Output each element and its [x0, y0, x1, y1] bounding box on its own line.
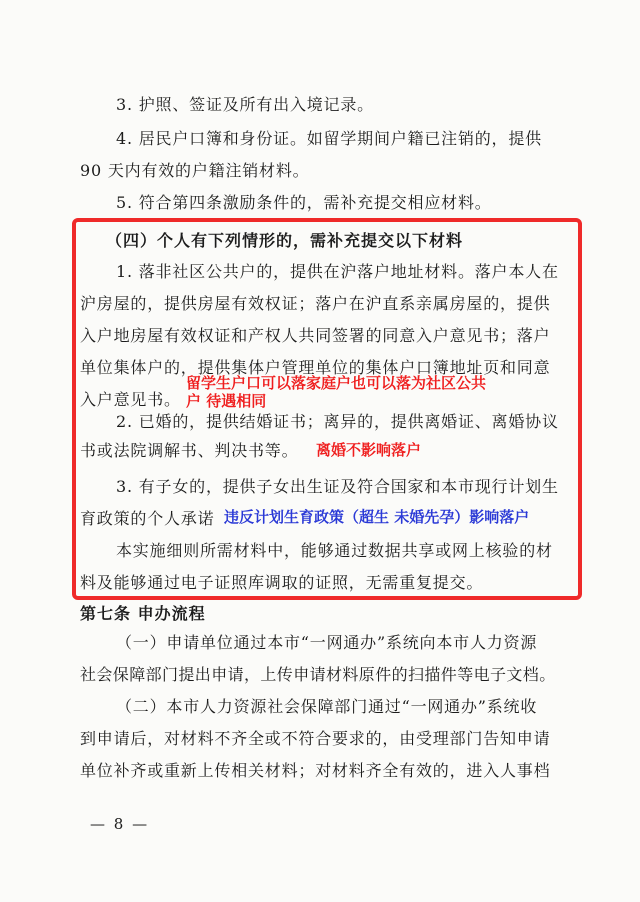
text-line: 本实施细则所需材料中，能够通过数据共享或网上核验的材 — [116, 541, 553, 560]
text-line: 入户地房屋有效权证和产权人共同签署的同意入户意见书；落户 — [80, 326, 551, 345]
article-heading: 第七条 申办流程 — [80, 604, 206, 623]
text-line: （二）本市人力资源社会保障部门通过“一网通办”系统收 — [116, 697, 538, 716]
text-line: 单位集体户的，提供集体户管理单位的集体户口簿地址页和同意 — [80, 358, 551, 377]
text-line: 3. 有子女的，提供子女出生证及符合国家和本市现行计划生 — [116, 477, 559, 496]
text-line: 书或法院调解书、判决书等。 — [80, 441, 299, 460]
text-line: 90 天内有效的户籍注销材料。 — [80, 161, 310, 180]
text-line: 2. 已婚的，提供结婚证书；离异的，提供离婚证、离婚协议 — [116, 412, 559, 431]
text-line: 社会保障部门提出申请，上传申请材料原件的扫描件等电子文档。 — [80, 665, 556, 684]
section-heading: （四）个人有下列情形的，需补充提交以下材料 — [106, 231, 464, 250]
text-line: 5. 符合第四条激励条件的，需补充提交相应材料。 — [116, 193, 492, 212]
text-line: 3. 护照、签证及所有出入境记录。 — [116, 95, 374, 114]
annotation-note: 户 待遇相同 — [186, 392, 267, 410]
text-line: 单位补齐或重新上传相关材料；对材料齐全有效的，进入人事档 — [80, 761, 551, 780]
annotation-note: 离婚不影响落户 — [316, 441, 422, 459]
text-line: 1. 落非社区公共户的，提供在沪落户地址材料。落户本人在 — [116, 262, 559, 281]
text-line: 育政策的个人承诺 — [80, 509, 215, 528]
annotation-note: 违反计划生育政策（超生 未婚先孕）影响落户 — [224, 508, 530, 526]
text-line: （一）申请单位通过本市“一网通办”系统向本市人力资源 — [116, 633, 538, 652]
text-line: 沪房屋的，提供房屋有效权证；落户在沪直系亲属房屋的，提供 — [80, 294, 551, 313]
text-line: 入户意见书。 — [80, 390, 181, 409]
text-line: 到申请后，对材料不齐全或不符合要求的，由受理部门告知申请 — [80, 729, 551, 748]
annotation-note: 留学生户口可以落家庭户也可以落为社区公共 — [186, 374, 487, 392]
text-line: 料及能够通过电子证照库调取的证照，无需重复提交。 — [80, 573, 484, 592]
page-number: — 8 — — [90, 815, 150, 833]
text-line: 4. 居民户口簿和身份证。如留学期间户籍已注销的，提供 — [116, 129, 542, 148]
